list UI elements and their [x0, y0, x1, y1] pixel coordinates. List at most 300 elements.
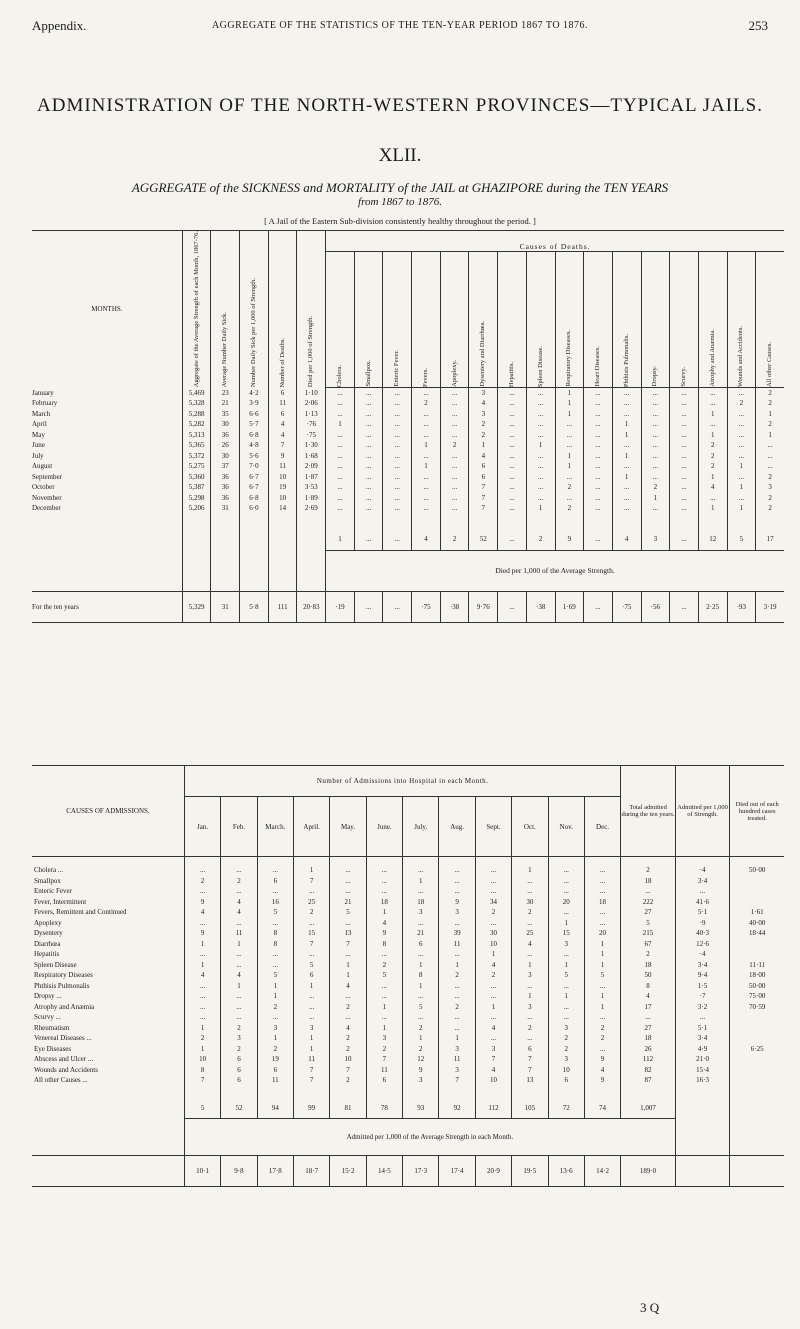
data-cell: 7	[469, 503, 498, 514]
spacer	[756, 514, 784, 528]
table-row	[32, 865, 784, 876]
spacer	[211, 550, 240, 591]
data-cell: ...	[383, 440, 412, 451]
data-cell: ...	[498, 472, 527, 483]
data-cell: 2	[548, 1044, 584, 1055]
data-cell: ...	[184, 1012, 220, 1023]
data-cell: 2	[555, 503, 584, 514]
data-cell: 6	[403, 939, 439, 950]
data-cell: ...	[526, 409, 555, 420]
data-cell: ...	[330, 886, 366, 897]
data-cell: 39	[439, 928, 475, 939]
total-cell: 12	[698, 528, 727, 551]
cause-cell: Scurvy ...	[34, 1013, 61, 1022]
total-cell: 74	[584, 1098, 620, 1119]
table-row	[32, 493, 784, 504]
data-cell: ...	[641, 461, 670, 472]
cause-head-label: Fevers.	[421, 367, 429, 387]
data-cell: ...	[548, 865, 584, 876]
admissions-month-header: Number of Admissions into Hospital in each Month.	[184, 766, 620, 797]
spacer	[412, 514, 441, 528]
data-cell: 1	[184, 939, 220, 950]
data-cell: ...	[670, 419, 699, 430]
data-cell: 18	[403, 897, 439, 908]
data-cell: 1	[727, 482, 756, 493]
table-row	[32, 398, 784, 409]
data-cell: 4	[268, 430, 297, 441]
died-per-label: Died per 1,000 of the Average Strength.	[326, 550, 784, 591]
data-cell: 2	[555, 482, 584, 493]
data-cell: 5,288	[182, 409, 211, 420]
data-cell: 1	[257, 991, 293, 1002]
data-cell: 11	[221, 928, 257, 939]
data-cell: 2	[330, 1002, 366, 1013]
data-cell: 4	[184, 907, 220, 918]
signature-mark: 3 Q	[640, 1300, 660, 1315]
col-head: Died per 1,000 of Strength.	[307, 316, 315, 388]
ten-years-cell: ...	[670, 591, 699, 622]
data-cell: 7	[475, 1054, 511, 1065]
data-cell: 11	[268, 398, 297, 409]
spacer	[354, 514, 383, 528]
cause-head	[555, 252, 584, 388]
data-cell: 4·2	[240, 387, 269, 398]
total-cell: 72	[548, 1098, 584, 1119]
data-cell: 3	[439, 907, 475, 918]
page-header	[32, 18, 768, 38]
data-cell: 1	[366, 1023, 402, 1034]
data-cell: ...	[584, 918, 620, 929]
data-cell: ...	[641, 398, 670, 409]
spacer	[621, 857, 676, 866]
data-cell: ...	[412, 419, 441, 430]
data-cell: 3	[366, 1033, 402, 1044]
total-cell: 99	[294, 1098, 330, 1119]
cause-head	[412, 252, 441, 388]
data-cell: 9	[366, 928, 402, 939]
data-cell: ...	[221, 918, 257, 929]
data-cell: 6·6	[240, 409, 269, 420]
data-cell: 1	[221, 939, 257, 950]
data-cell: 6·0	[240, 503, 269, 514]
spacer	[366, 857, 402, 866]
data-cell: ...	[403, 865, 439, 876]
table-subtitle-period: from 1867 to 1876.	[358, 196, 442, 208]
data-cell: 10	[548, 1065, 584, 1076]
data-cell: 41·6	[675, 897, 730, 908]
data-cell: ·4	[675, 865, 730, 876]
data-cell: 1	[612, 430, 641, 441]
month-head: March.	[257, 797, 293, 857]
data-cell: 4	[221, 897, 257, 908]
cause-cell: Hepatitis	[34, 950, 60, 959]
data-cell: ...	[412, 451, 441, 462]
data-cell: 6	[548, 1075, 584, 1086]
cause-cell: Smallpox	[34, 876, 61, 885]
spacer	[32, 514, 182, 528]
data-cell: 21	[330, 897, 366, 908]
data-cell: ...	[184, 886, 220, 897]
data-cell: ...	[326, 387, 355, 398]
data-cell: 6·7	[240, 482, 269, 493]
data-cell: 1	[294, 1044, 330, 1055]
table-row	[32, 472, 784, 483]
data-cell: 4	[366, 918, 402, 929]
table-row	[32, 949, 784, 960]
data-cell: 6	[366, 1075, 402, 1086]
total-cell: 4	[412, 528, 441, 551]
cause-head	[526, 252, 555, 388]
data-cell: ...	[512, 981, 548, 992]
col-head: Aggregate of the Average Strength of each Month, 1867-76.	[192, 231, 200, 388]
data-cell: 6·7	[240, 472, 269, 483]
data-cell: ...	[548, 949, 584, 960]
data-cell: ...	[612, 482, 641, 493]
month-cell: August	[32, 462, 53, 471]
data-cell: 2	[469, 430, 498, 441]
data-cell: 2·06	[297, 398, 326, 409]
data-cell: ...	[727, 440, 756, 451]
data-cell: 10	[330, 1054, 366, 1065]
data-cell: ...	[475, 1033, 511, 1044]
total-cell: 17	[756, 528, 784, 551]
data-cell: 1	[412, 461, 441, 472]
data-cell: ...	[670, 409, 699, 420]
data-cell: ...	[584, 409, 613, 420]
data-cell: ...	[366, 949, 402, 960]
ten-years-cell: ·75	[612, 591, 641, 622]
data-cell: ...	[584, 482, 613, 493]
data-cell: ...	[641, 419, 670, 430]
per-month-cell: 17·4	[439, 1155, 475, 1186]
data-cell: 5,328	[182, 398, 211, 409]
spacer	[32, 550, 182, 591]
data-cell: ...	[512, 918, 548, 929]
data-cell: 1	[330, 970, 366, 981]
cause-head	[698, 252, 727, 388]
cause-head-label: Respiratory Diseases.	[565, 330, 573, 387]
data-cell: 2	[330, 1033, 366, 1044]
month-head: Jan.	[184, 797, 220, 857]
data-cell: ...	[383, 430, 412, 441]
data-cell: 5·7	[240, 419, 269, 430]
spacer	[268, 514, 297, 528]
data-cell: 1	[403, 876, 439, 887]
data-cell: 2	[440, 440, 469, 451]
data-cell: 6	[469, 461, 498, 472]
data-cell: 2	[257, 1044, 293, 1055]
data-cell: 4	[330, 981, 366, 992]
ten-years-cell: 1·69	[555, 591, 584, 622]
data-cell: 5·1	[675, 1023, 730, 1034]
month-cell: November	[32, 493, 62, 502]
data-cell: ...	[526, 419, 555, 430]
appendix-label: Appendix.	[32, 18, 87, 33]
data-cell: 34	[475, 897, 511, 908]
data-cell: 4	[221, 907, 257, 918]
data-cell: 40·3	[675, 928, 730, 939]
data-cell: 70·59	[730, 1002, 784, 1013]
cause-cell: Venereal Diseases ...	[34, 1034, 92, 1043]
data-cell: ...	[257, 1012, 293, 1023]
data-cell: 2	[548, 1033, 584, 1044]
spacer	[330, 857, 366, 866]
data-cell: 8	[366, 939, 402, 950]
data-cell: 5,313	[182, 430, 211, 441]
spacer	[268, 550, 297, 591]
data-cell: ...	[641, 440, 670, 451]
died-per-row	[32, 550, 784, 591]
data-cell: 5,275	[182, 461, 211, 472]
month-cell: February	[32, 399, 58, 408]
data-cell: 7	[294, 876, 330, 887]
data-cell: ...	[526, 493, 555, 504]
data-cell: ...	[326, 493, 355, 504]
data-cell: 26	[621, 1044, 676, 1055]
data-cell: 10	[184, 1054, 220, 1065]
data-cell: 12·6	[675, 939, 730, 950]
data-cell: 2	[698, 461, 727, 472]
data-cell: ...	[584, 1044, 620, 1055]
month-head: Sept.	[475, 797, 511, 857]
totals-row	[32, 1098, 784, 1119]
data-cell: 1	[326, 419, 355, 430]
data-cell: 7	[294, 1075, 330, 1086]
data-cell: 5	[548, 970, 584, 981]
col-head: Number of Deaths.	[278, 337, 286, 388]
page-number: 253	[748, 18, 768, 33]
spacer	[675, 1086, 730, 1098]
table-row	[32, 440, 784, 451]
table-row	[32, 886, 784, 897]
data-cell: 2	[403, 1044, 439, 1055]
table-note: [ A Jail of the Eastern Sub-division consistently healthy throughout the period. ]	[264, 216, 536, 226]
data-cell: 7	[268, 440, 297, 451]
data-cell: ·7	[675, 991, 730, 1002]
data-cell: 9	[184, 897, 220, 908]
data-cell: ...	[326, 398, 355, 409]
admissions-table	[32, 765, 784, 1187]
data-cell: 1	[257, 981, 293, 992]
data-cell: ...	[475, 1012, 511, 1023]
spacer	[584, 1086, 620, 1098]
spacer	[730, 1086, 784, 1098]
spacer	[257, 857, 293, 866]
data-cell: 7	[469, 493, 498, 504]
table-row	[32, 970, 784, 981]
total-cell: ...	[584, 528, 613, 551]
data-cell: 10	[475, 1075, 511, 1086]
data-cell: ...	[698, 398, 727, 409]
data-cell: ...	[498, 493, 527, 504]
data-cell	[730, 1023, 784, 1034]
data-cell: 5,206	[182, 503, 211, 514]
total-cell: 92	[439, 1098, 475, 1119]
spacer	[440, 514, 469, 528]
cause-head-label: Cholera.	[335, 364, 343, 387]
data-cell: 2	[475, 907, 511, 918]
spacer	[326, 514, 355, 528]
data-cell: 6	[257, 876, 293, 887]
data-cell: 1	[512, 865, 548, 876]
data-cell: 2	[756, 387, 784, 398]
table-row	[32, 430, 784, 441]
spacer-row	[32, 514, 784, 528]
total-cell: 2	[440, 528, 469, 551]
table-row	[32, 1033, 784, 1044]
data-cell: 1	[366, 907, 402, 918]
data-cell: 1	[526, 503, 555, 514]
data-cell: 8	[621, 981, 676, 992]
data-cell: 18	[621, 1033, 676, 1044]
data-cell: 2	[475, 970, 511, 981]
data-cell: ...	[439, 1023, 475, 1034]
data-cell: ...	[326, 472, 355, 483]
data-cell: ...	[330, 991, 366, 1002]
data-cell: 1	[257, 1033, 293, 1044]
data-cell: ...	[621, 886, 676, 897]
month-cell: September	[32, 472, 62, 481]
data-cell: ...	[512, 1012, 548, 1023]
total-cell: 5	[727, 528, 756, 551]
data-cell: 11	[294, 1054, 330, 1065]
data-cell: 36	[211, 482, 240, 493]
spacer	[366, 1086, 402, 1098]
data-cell: 27	[621, 907, 676, 918]
data-cell: ·75	[297, 430, 326, 441]
spacer	[211, 514, 240, 528]
ten-years-cell: 2·25	[698, 591, 727, 622]
data-cell: 2	[756, 472, 784, 483]
table-row	[32, 907, 784, 918]
data-cell: ...	[584, 440, 613, 451]
data-cell: 4	[475, 960, 511, 971]
data-cell: ...	[584, 1012, 620, 1023]
causes-of-admissions-header: CAUSES OF ADMISSIONS.	[66, 807, 150, 815]
data-cell: 10	[475, 939, 511, 950]
data-cell: ...	[670, 482, 699, 493]
data-cell: ...	[612, 493, 641, 504]
data-cell: 1	[221, 981, 257, 992]
data-cell: ...	[727, 419, 756, 430]
table-row	[32, 928, 784, 939]
data-cell: ...	[257, 949, 293, 960]
data-cell: 87	[621, 1075, 676, 1086]
ten-years-cell: 5,329	[182, 591, 211, 622]
data-cell: 6	[268, 387, 297, 398]
data-cell: ...	[698, 493, 727, 504]
ten-years-cell: 20·83	[297, 591, 326, 622]
total-cell: ...	[670, 528, 699, 551]
data-cell: 7	[512, 1054, 548, 1065]
data-cell: 2	[469, 419, 498, 430]
data-cell: 6·8	[240, 430, 269, 441]
admitted-per-row	[32, 1118, 784, 1155]
cause-cell: Abscess and Ulcer ...	[34, 1055, 94, 1064]
spacer	[727, 514, 756, 528]
cause-cell: Dysentery	[34, 929, 63, 938]
data-cell: 1	[584, 949, 620, 960]
data-cell: 21	[403, 928, 439, 939]
data-cell: ...	[440, 461, 469, 472]
data-cell: 2	[330, 1044, 366, 1055]
data-cell: 3	[756, 482, 784, 493]
spacer	[548, 857, 584, 866]
data-cell: ...	[584, 419, 613, 430]
data-cell: ...	[412, 387, 441, 398]
data-cell: 1	[555, 387, 584, 398]
data-cell: ...	[330, 876, 366, 887]
data-cell: ...	[548, 1002, 584, 1013]
data-cell: ...	[326, 451, 355, 462]
data-cell: 30	[475, 928, 511, 939]
ten-years-cell: 111	[268, 591, 297, 622]
month-cell: July	[32, 451, 44, 460]
data-cell: 23	[211, 387, 240, 398]
data-cell: ...	[412, 409, 441, 420]
cause-head-label: Spleen Disease.	[536, 345, 544, 387]
cause-head	[354, 252, 383, 388]
data-cell: 1	[403, 960, 439, 971]
spacer	[182, 514, 211, 528]
data-cell: 4	[268, 419, 297, 430]
table-row	[32, 939, 784, 950]
data-cell: ...	[439, 949, 475, 960]
month-head: Aug.	[439, 797, 475, 857]
data-cell: ...	[512, 949, 548, 960]
ten-years-cell: 9·76	[469, 591, 498, 622]
table-row	[32, 419, 784, 430]
data-cell: ...	[221, 886, 257, 897]
data-cell: ...	[498, 503, 527, 514]
data-cell: ...	[439, 918, 475, 929]
cause-head-label: Phthisis Pulmonalis.	[622, 333, 630, 387]
data-cell: ...	[366, 865, 402, 876]
data-cell: ...	[403, 991, 439, 1002]
data-cell: 5	[257, 970, 293, 981]
spacer	[730, 1098, 784, 1119]
data-cell: 14	[268, 503, 297, 514]
data-cell: 7	[294, 939, 330, 950]
cause-head-label: Dropsy.	[651, 366, 659, 387]
cause-head	[612, 252, 641, 388]
data-cell: ...	[727, 493, 756, 504]
data-cell: 1	[756, 430, 784, 441]
data-cell: 19	[257, 1054, 293, 1065]
data-cell: 2	[221, 1023, 257, 1034]
data-cell: ...	[548, 907, 584, 918]
table-row	[32, 1075, 784, 1086]
data-cell: 2	[512, 1023, 548, 1034]
data-cell: 1	[756, 409, 784, 420]
data-cell: ...	[366, 886, 402, 897]
ten-years-cell: ·93	[727, 591, 756, 622]
spacer	[555, 514, 584, 528]
cause-cell: Fever, Intermittent	[34, 897, 87, 906]
cause-head	[584, 252, 613, 388]
table-row	[32, 1012, 784, 1023]
data-cell: ...	[326, 461, 355, 472]
data-cell: ...	[221, 865, 257, 876]
cause-head-label: Wounds and Accidents.	[737, 325, 745, 387]
admitted-per-label: Admitted per 1,000 of the Average Strength in each Month.	[184, 1118, 675, 1155]
data-cell: 4	[621, 991, 676, 1002]
col-head: Number Daily Sick per 1,000 of Strength.	[249, 278, 257, 388]
data-cell: 7	[512, 1065, 548, 1076]
data-cell: 18	[366, 897, 402, 908]
cause-cell: Cholera ...	[34, 866, 64, 875]
data-cell: ...	[383, 503, 412, 514]
